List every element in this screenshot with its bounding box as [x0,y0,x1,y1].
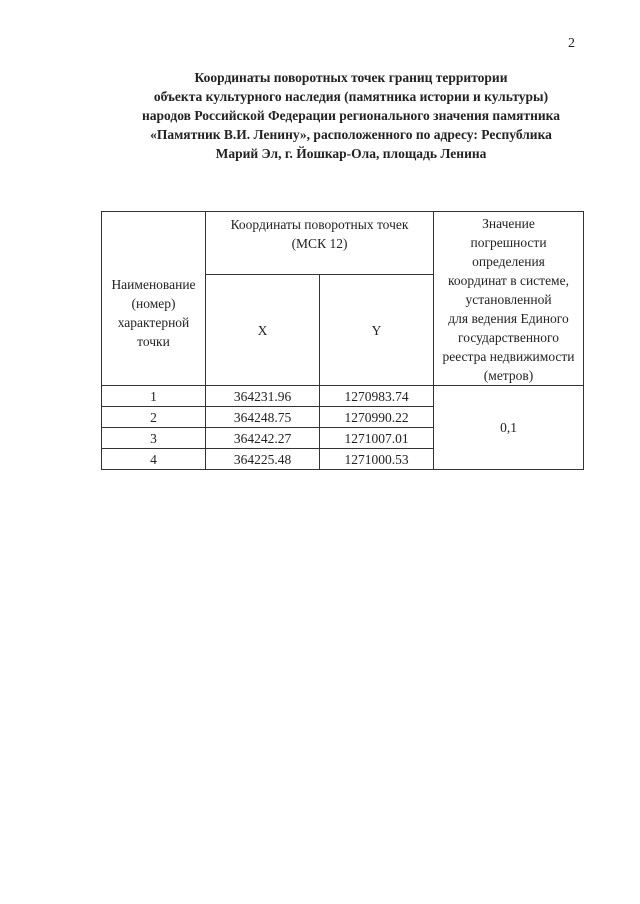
accuracy-value: 0,1 [434,386,584,470]
coordinates-table [101,211,584,470]
header-text: определения [472,254,545,269]
header-text: (метров) [483,368,534,383]
header-point-name [102,212,206,386]
header-coordinates [206,212,434,275]
page-number: 2 [568,36,575,51]
header-text: (номер) [131,295,176,311]
header-text: реестра недвижимости [442,349,575,364]
coord-x: 364225.48 [206,449,320,470]
point-number: 1 [102,386,206,407]
coord-y: 1271000.53 [320,449,434,470]
coord-y: 1270983.74 [320,386,434,407]
coord-y: 1270990.22 [320,407,434,428]
header-text: Значение [482,216,535,231]
header-text: для ведения Единого [448,311,569,326]
header-text: Координаты поворотных точек [230,217,409,232]
title-line: Координаты поворотных точек границ территории [194,70,508,85]
coord-x: 364248.75 [206,407,320,428]
header-text: погрешности [470,235,547,250]
header-text: установленной [465,292,552,307]
header-text: государственного [458,330,559,345]
coord-x: 364231.96 [206,386,320,407]
document-title [96,68,606,163]
header-accuracy [434,212,584,386]
coord-x: 364242.27 [206,428,320,449]
header-text: характерной [117,314,190,330]
coord-y: 1271007.01 [320,428,434,449]
header-y: Y [320,275,434,386]
header-text: (МСК 12) [291,236,348,251]
title-line: объекта культурного наследия (памятника истории и культуры) [153,89,549,104]
title-line: народов Российской Федерации регионального значения памятника [142,108,560,123]
point-number: 2 [102,407,206,428]
header-x: X [206,275,320,386]
point-number: 3 [102,428,206,449]
title-line: «Памятник В.И. Ленину», расположенного по адресу: Республика [150,127,552,142]
title-line: Марий Эл, г. Йошкар-Ола, площадь Ленина [215,146,487,161]
header-text: координат в системе, [448,273,569,288]
table-row [102,386,584,407]
header-text: Наименование [111,276,196,292]
header-text: точки [137,333,170,349]
point-number: 4 [102,449,206,470]
